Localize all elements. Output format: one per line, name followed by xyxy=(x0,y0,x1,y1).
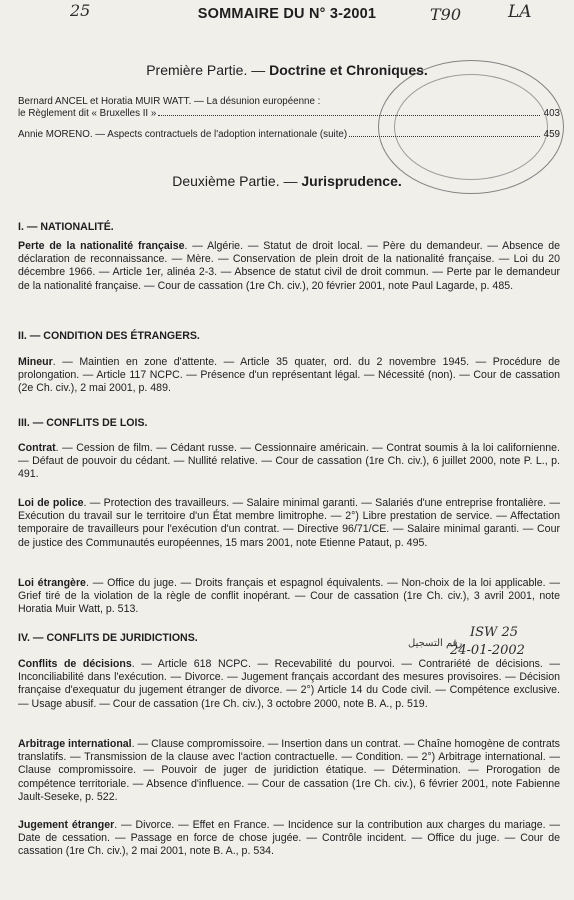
part-one-label: Première Partie. — xyxy=(146,62,270,78)
toc-leader xyxy=(158,115,540,116)
entry-body: . — Protection des travailleurs. — Salaire minimal garanti. — Salariés d'une entreprise frontalière. — Exécution du travail sur le territoire d'un État membre limitrophe. — 2°) Libre prestation de service. — Affectation temporaire de travailleurs pour l'exécution d'un contrat. — Directive 96/71/CE. — Salaire minimal garanti. — Cour de justice des Communautés européennes, 15 mars 2001, note Etienne Pataut, p. 495. xyxy=(18,497,561,549)
entry-body: . — Clause compromissoire. — Insertion dans un contrat. — Chaîne homogène de contrats translatifs. — Transmission de la clause avec l'action contractuelle. — Condition. — 2°) Arbitrage international. — Clause compromissoire. — Pouvoir de juger de juridiction étatique. — Détermination. — Prorogation de compétence territoriale. — Absence d'influence. — Cour de cassation (1re Ch. civ.), 6 février 2001, note Fabienne Jault-Seseke, p. 522. xyxy=(18,738,560,803)
toc-page-number: 403 xyxy=(543,108,560,119)
entry-contrat xyxy=(18,442,560,482)
entry-body: . — Divorce. — Effet en France. — Incidence sur la contribution aux charges du mariage. — Date de cessation. — Passage en force de chose jugée. — Contrôle incident. — Office du juge. — Cour de cassation (1re Ch. civ.), 2 mai 2001, note B. A., p. 534. xyxy=(18,819,560,858)
part-one-name: Doctrine et Chroniques. xyxy=(269,62,428,78)
entry-body: . — Office du juge. — Droits français et espagnol équivalents. — Non-choix de la loi applicable. — Grief tiré de la violation de la règle de conflit inopérant. — Cour de cassation (1re Ch. civ.), 3 avril 2001, note Horatia Muir Watt, p. 513. xyxy=(18,577,560,616)
entry-heading: Arbitrage international xyxy=(18,738,132,750)
entry-mineur xyxy=(18,356,560,396)
entry-jugement-etranger xyxy=(18,819,560,859)
toc-item-line1: Bernard ANCEL et Horatia MUIR WATT. — La désunion européenne : xyxy=(18,96,321,107)
entry-body: . — Cession de film. — Cédant russe. — Cessionnaire américain. — Contrat soumis à la loi californienne. — Défaut de pouvoir du cédant. — Nullité relative. — Cour de cassation (1re Ch. civ.), 6 juillet 2000, note P. L., p. 491. xyxy=(18,442,560,481)
entry-heading: Loi de police xyxy=(18,497,84,509)
handwritten-note-left: 25 xyxy=(70,1,91,20)
registration-number: ISW 25 xyxy=(470,625,519,640)
entry-body: . — Maintien en zone d'attente. — Article 35 quater, ord. du 2 novembre 1945. — Procédure de prolongation. — Article 117 NCPC. — Présence d'un représentant légal. — Nécessité (non). — Cour de cassation (2e Ch. civ.), 2 mai 2001, p. 489. xyxy=(18,356,560,395)
toc-item-title: Annie MORENO. — Aspects contractuels de l'adoption internationale (suite) xyxy=(18,129,348,140)
entry-heading: Conflits de décisions xyxy=(18,658,132,670)
entry-conflits-decisions xyxy=(18,658,560,711)
section-heading-conflits-juridictions: IV. — CONFLITS DE JURIDICTIONS. xyxy=(18,632,198,644)
part-one-heading xyxy=(0,64,574,77)
entry-heading: Contrat xyxy=(18,442,56,454)
handwritten-note-right: LA xyxy=(508,2,532,22)
toc-leader xyxy=(349,136,540,137)
entry-arbitrage-international xyxy=(18,738,560,804)
part-two-heading xyxy=(0,175,574,188)
part-two-label: Deuxième Partie. — xyxy=(172,173,302,189)
toc-item[interactable] xyxy=(18,96,560,120)
toc-list xyxy=(18,96,560,141)
page-title: SOMMAIRE DU N° 3-2001 xyxy=(197,6,377,22)
section-heading-conflits-lois: III. — CONFLITS DE LOIS. xyxy=(18,417,148,429)
toc-item[interactable] xyxy=(18,129,560,141)
section-heading-condition-etrangers: II. — CONDITION DES ÉTRANGERS. xyxy=(18,330,200,342)
handwritten-note-middle: T90 xyxy=(430,5,462,24)
section-heading-nationalite: I. — NATIONALITÉ. xyxy=(18,221,114,233)
registration-date: 24-01-2002 xyxy=(450,643,525,658)
entry-loi-de-police xyxy=(18,497,560,550)
entry-heading: Loi étrangère xyxy=(18,577,86,589)
entry-body: . — Article 618 NCPC. — Recevabilité du pourvoi. — Contrariété de décisions. — Inconciliabilité dans l'exécution. — Divorce. — Jugement français accordant des mesures provisoires. — Décision française d'exequatur du jugement étranger de divorce. — 2°) Article 14 du Code civil. — Compétence exclusive. — Usage abusif. — Cour de cassation (1re Ch. civ.), 3 octobre 2000, note B. A., p. 519. xyxy=(18,658,560,710)
entry-heading: Mineur xyxy=(18,356,53,368)
toc-page-number: 459 xyxy=(543,129,560,140)
entry-heading: Perte de la nationalité française xyxy=(18,240,185,252)
entry-loi-etrangere xyxy=(18,577,560,617)
entry-heading: Jugement étranger xyxy=(18,819,115,831)
toc-item-title: le Règlement dit « Bruxelles II » xyxy=(18,108,157,119)
registration-label: رقم التسجيل xyxy=(408,638,463,649)
part-two-name: Jurisprudence. xyxy=(301,173,402,189)
entry-perte-nationalite xyxy=(18,240,560,293)
entry-body: . — Algérie. — Statut de droit local. — Père du demandeur. — Absence de déclaration de reconnaissance. — Mère. — Conservation de plein droit de la nationalité française. — Loi du 20 décembre 1966. — Article 1er, alinéa 2-3. — Absence de statut civil de droit commun. — Perte par le demandeur de la nationalité française. — Cour de cassation (1re Ch. civ.), 20 février 2001, note Paul Lagarde, p. 485. xyxy=(18,240,561,292)
